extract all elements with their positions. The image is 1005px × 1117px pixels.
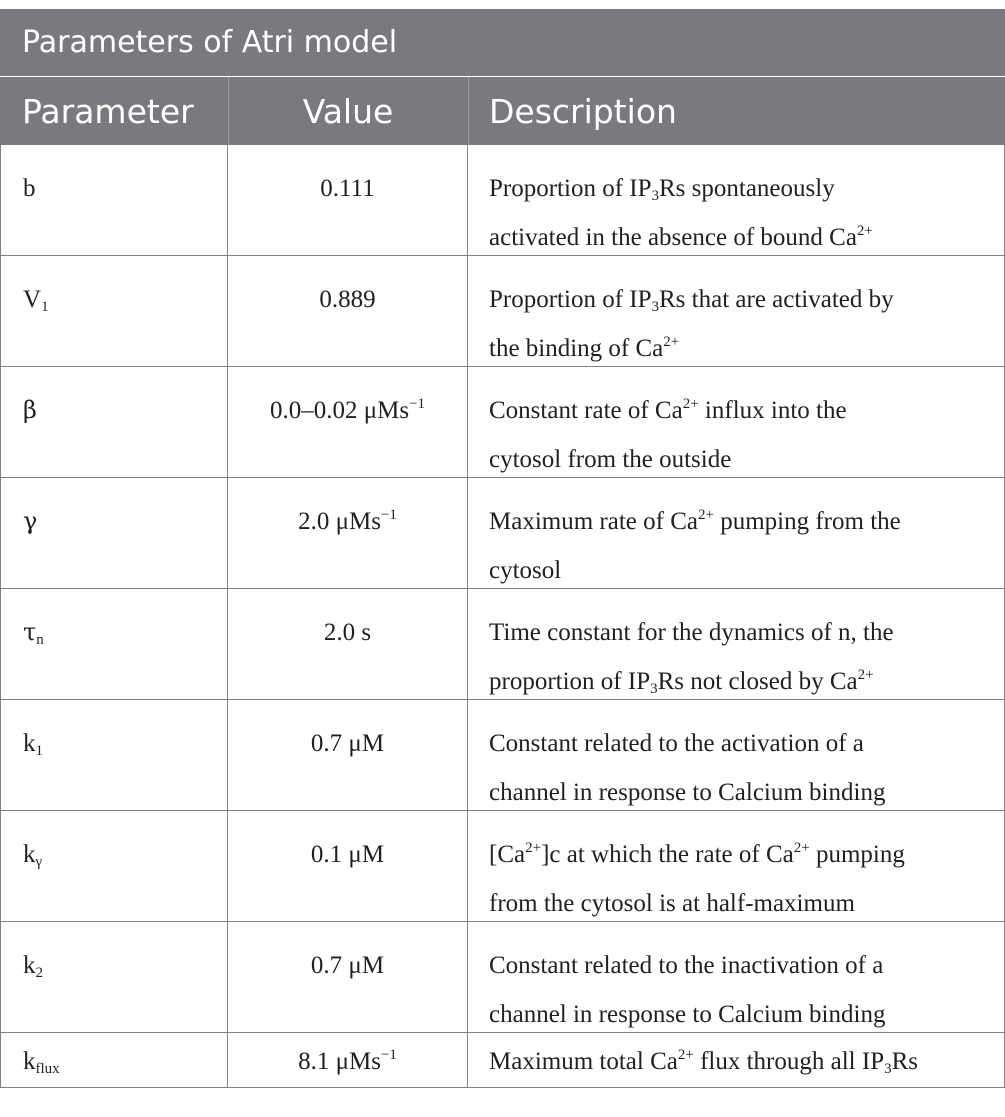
param-cell [0, 700, 228, 810]
value-superscript: −1 [380, 1047, 397, 1063]
param-symbol: k [23, 730, 36, 757]
desc-text: Proportion of IP [489, 286, 652, 313]
desc-text: Maximum rate of Ca [489, 508, 698, 535]
param-symbol: k [23, 952, 36, 979]
param-value: 0.111 [320, 175, 375, 202]
param-subscript: 2 [35, 965, 43, 981]
desc-subscript: 3 [651, 188, 659, 204]
table-row [0, 478, 1005, 589]
param-subscript: 1 [41, 299, 49, 315]
table-row [0, 811, 1005, 922]
table-caption: Parameters of Atri model [0, 9, 1005, 76]
header-parameter: Parameter [22, 92, 194, 131]
param-symbol: V [23, 286, 42, 313]
desc-superscript: 2+ [793, 840, 810, 856]
param-value: 2.0 μMs [298, 508, 381, 535]
description-line [489, 386, 994, 435]
desc-subscript: 3 [650, 681, 658, 697]
description-line [489, 324, 994, 373]
desc-text: influx into the [698, 397, 847, 424]
param-cell [0, 811, 228, 921]
desc-superscript: 2+ [697, 507, 714, 523]
desc-subscript: 3 [884, 1061, 892, 1077]
desc-text: Constant rate of Ca [489, 397, 683, 424]
param-subscript: flux [35, 1061, 60, 1077]
table-header-row [0, 77, 1005, 145]
desc-superscript: 2+ [663, 334, 680, 350]
param-cell [0, 1033, 228, 1087]
value-cell [228, 367, 468, 477]
value-cell [228, 811, 468, 921]
param-subscript: γ [35, 854, 43, 870]
param-symbol: γ [23, 507, 38, 535]
description-line: Constant related to the activation of a [489, 730, 864, 757]
description-line: from the cytosol is at half-maximum [489, 890, 855, 917]
value-superscript: −1 [409, 396, 426, 412]
table-row [0, 256, 1005, 367]
description-line [489, 164, 994, 213]
header-value: Value [302, 92, 394, 131]
desc-text: Rs [891, 1048, 919, 1075]
value-cell [228, 256, 468, 366]
param-cell [0, 256, 228, 366]
description-cell [468, 1033, 1005, 1087]
description-line: Time constant for the dynamics of n, the [489, 619, 894, 646]
table-body [0, 145, 1005, 1088]
param-cell [0, 145, 228, 255]
description-line [489, 830, 994, 879]
description-cell [468, 700, 1005, 810]
param-value: 0.0–0.02 μMs [269, 397, 410, 424]
desc-text: Rs not closed by Ca [657, 668, 858, 695]
value-cell [228, 478, 468, 588]
table-row [0, 589, 1005, 700]
desc-text: pumping [809, 841, 905, 868]
description-line: cytosol [489, 557, 562, 584]
description-line: Constant related to the inactivation of a [489, 952, 884, 979]
param-symbol: b [23, 175, 36, 202]
description-cell [468, 811, 1005, 921]
header-divider [468, 77, 469, 145]
description-line: channel in response to Calcium binding [489, 779, 886, 806]
param-subscript: 1 [35, 743, 43, 759]
description-cell [468, 256, 1005, 366]
table-row [0, 1033, 1005, 1088]
desc-text: Rs that are activated by [659, 286, 894, 313]
value-cell [228, 589, 468, 699]
desc-superscript: 2+ [857, 667, 874, 683]
value-superscript: −1 [380, 507, 397, 523]
description-cell [468, 145, 1005, 255]
table-row [0, 922, 1005, 1033]
desc-text: Proportion of IP [489, 175, 652, 202]
param-value: 2.0 s [323, 619, 372, 646]
table-row [0, 700, 1005, 811]
desc-superscript: 2+ [525, 840, 542, 856]
param-value: 0.1 μM [310, 841, 385, 868]
description-line [489, 1037, 994, 1086]
header-divider [228, 77, 229, 145]
param-cell [0, 589, 228, 699]
value-cell [228, 145, 468, 255]
param-value: 0.7 μM [310, 952, 385, 979]
desc-text: flux through all IP [693, 1048, 885, 1075]
description-line: channel in response to Calcium binding [489, 1001, 886, 1028]
description-line [489, 497, 994, 546]
desc-subscript: 3 [651, 299, 659, 315]
desc-superscript: 2+ [677, 1047, 694, 1063]
description-line: cytosol from the outside [489, 446, 732, 473]
param-value: 8.1 μMs [298, 1048, 381, 1075]
desc-text: activated in the absence of bound Ca [489, 224, 857, 251]
table-row [0, 145, 1005, 256]
param-cell [0, 367, 228, 477]
desc-text: ]c at which the rate of Ca [541, 841, 794, 868]
param-symbol: k [23, 1048, 36, 1075]
header-description: Description [489, 92, 677, 131]
param-cell [0, 478, 228, 588]
desc-text: proportion of IP [489, 668, 651, 695]
value-cell [228, 1033, 468, 1087]
description-cell [468, 478, 1005, 588]
description-line [489, 275, 994, 324]
value-cell [228, 922, 468, 1032]
param-symbol: k [23, 841, 36, 868]
desc-superscript: 2+ [682, 396, 699, 412]
description-line [489, 213, 994, 262]
desc-text: Rs spontaneously [659, 175, 835, 202]
desc-text: [Ca [489, 841, 526, 868]
param-cell [0, 922, 228, 1032]
value-cell [228, 700, 468, 810]
description-cell [468, 922, 1005, 1032]
desc-text: Maximum total Ca [489, 1048, 678, 1075]
description-cell [468, 589, 1005, 699]
desc-superscript: 2+ [856, 223, 873, 239]
table-row [0, 367, 1005, 478]
param-symbol: τ [23, 618, 37, 646]
param-subscript: n [36, 632, 44, 648]
param-symbol: β [23, 396, 37, 424]
desc-text: pumping from the [713, 508, 901, 535]
param-value: 0.7 μM [310, 730, 385, 757]
desc-text: the binding of Ca [489, 335, 664, 362]
description-cell [468, 367, 1005, 477]
param-value: 0.889 [319, 286, 376, 313]
description-line [489, 657, 994, 706]
